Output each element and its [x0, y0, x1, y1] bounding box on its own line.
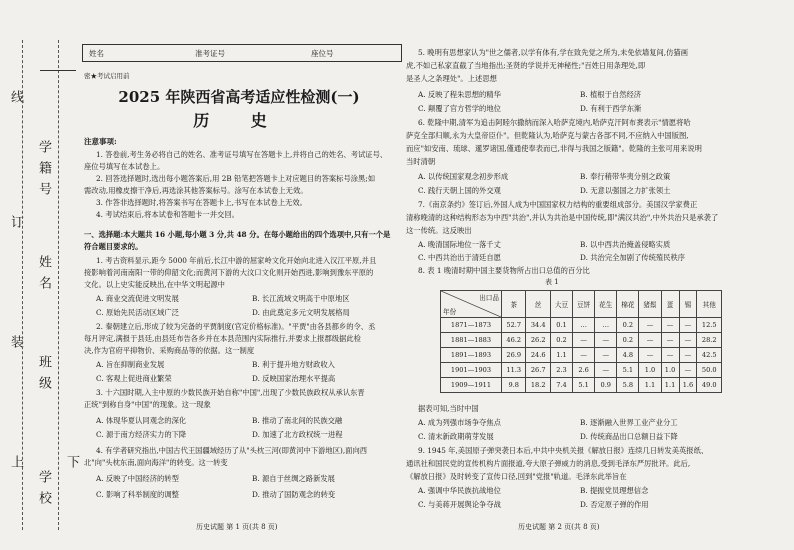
table-cell: —	[573, 333, 595, 348]
q6-stem: 而应"如安南、琉球、暹罗诸国,僅通使奉表而已,非得与我国之版籍"。乾隆的主张可用来说明	[406, 144, 702, 153]
page-footer-1: 历史试题 第 1 页(共 8 页)	[196, 523, 278, 531]
table-row	[441, 363, 722, 378]
table-row	[441, 333, 722, 348]
q8-option-b: B. 逐渐融入世界工业产业分工	[580, 418, 678, 427]
table-cell: 7.4	[550, 378, 572, 393]
table-cell: 11.3	[502, 363, 526, 378]
q6-stem: 当时清朝	[406, 157, 436, 166]
table-cell: 1.1	[661, 378, 679, 393]
q4-option-c: C. 影响了科举制度的调整	[96, 490, 179, 499]
q5-option-b: B. 植根于自然经济	[580, 90, 642, 99]
q9-option-b: B. 提振党员理想信念	[580, 486, 649, 495]
q8-option-a: A. 成为列强市场争夺焦点	[418, 418, 501, 427]
binding-lower-mark: 下	[64, 455, 79, 470]
table-cell: —	[661, 318, 679, 333]
subject-title: 历 史	[193, 111, 285, 130]
table-cell: …	[573, 318, 595, 333]
col-header: 丝	[526, 291, 550, 318]
id-underline	[40, 70, 76, 71]
secret-mark: 密★考试启用前	[84, 72, 130, 80]
table-cell: —	[679, 333, 697, 348]
table-cell: 1891—1893	[441, 348, 502, 363]
table-cell: 26.2	[526, 333, 550, 348]
q9-option-c: C. 与美蒋开展舆论争夺战	[418, 500, 501, 509]
export-table	[440, 290, 722, 393]
q1-stem: 1. 考古资料显示,距今 5000 年前后,长江中游的屈家岭文化开始向北进入汉江平原,并且	[96, 256, 377, 265]
q1-stem: 文化。以上史实能反映出,在中华文明起源中	[84, 280, 225, 289]
table-cell: 0.2	[617, 333, 639, 348]
note-line: 3. 作答非选择题时,将答案书写在答题卡上,书写在本试卷上无效。	[96, 198, 307, 207]
q2-stem: 2. 秦朝建立后,形成了较为完备的平贾制度(官定价格标准)。"平贾"由各县都乡的令、丞	[96, 322, 376, 331]
table-cell: 46.2	[502, 333, 526, 348]
table-header-row	[441, 291, 722, 318]
table-cell: —	[679, 363, 697, 378]
table-cell: 1.1	[550, 348, 572, 363]
q2-option-b: B. 利于提升地方财政收入	[252, 360, 335, 369]
q4-option-d: D. 推动了国防观念的转变	[252, 490, 336, 499]
q7-option-d: D. 共治完全加剧了传统殖民秩序	[580, 253, 686, 262]
q7-option-c: C. 中西共治出于清廷自愿	[418, 253, 501, 262]
q7-stem: 清称晚清的这种结构形态为中西"共治",并认为共治是中国传统,即"满汉共治",中外共治只是承袭了	[406, 213, 719, 222]
q7-option-b: B. 以中西共治掩盖侵略实质	[580, 240, 671, 249]
info-name-label: 姓名	[89, 49, 104, 58]
col-header: 茶	[502, 291, 526, 318]
student-id-label: 学 籍 号	[36, 140, 51, 198]
table-row	[441, 348, 722, 363]
info-seat-label: 座位号	[311, 49, 334, 58]
col-header: 其他	[697, 291, 722, 318]
cut-line-outer	[22, 40, 23, 530]
table-cell: 1909—1911	[441, 378, 502, 393]
section-heading: 一、选择题:本大题共 16 小题,每小题 3 分,共 48 分。在每小题给出的四个选项中,只有一个是	[84, 230, 391, 239]
q9-stem: 9. 1945 年,美国原子弹突袭日本后,中共中央机关报《解放日报》连续几日转发美英报纸、	[418, 446, 709, 455]
table-corner-cell	[441, 291, 502, 318]
page-footer-2: 历史试题 第 2 页(共 8 页)	[518, 523, 600, 531]
q5-option-d: D. 有利于西学东渐	[580, 104, 642, 113]
q6-stem: 6. 乾隆中期,清军为追击阿睦尔撒纳而深入哈萨克境内,哈萨克汗阿布赉表示"情愿将哈	[418, 118, 691, 127]
col-header: 花生	[595, 291, 617, 318]
table-cell: 5.8	[617, 378, 639, 393]
notes-heading: 注意事项:	[84, 137, 117, 146]
binding-margin	[0, 0, 80, 550]
col-header: 豆饼	[573, 291, 595, 318]
note-line: 需改动,用橡皮擦干净后,再选涂其他答案标号。涂写在本试卷上无效。	[84, 186, 308, 195]
q6-option-a: A. 以传统国家观念初步形成	[418, 172, 509, 181]
table-cell: 52.7	[502, 318, 526, 333]
q4-option-a: A. 反映了中国经济的转型	[96, 474, 179, 483]
q5-option-c: C. 颠覆了官方哲学的地位	[418, 104, 501, 113]
q8-option-d: D. 传统商品出口总额日益下降	[580, 432, 678, 441]
table-row	[441, 378, 722, 393]
table-cell: 50.0	[697, 363, 722, 378]
table-cell: —	[595, 333, 617, 348]
q8-stem: 8. 表 1 晚清时期中国主要货物所占出口总值的百分比	[418, 266, 590, 275]
q1-stem: 接影响着河南南阳一带的仰韶文化;而黄河下游的大汶口文化则开始西进,影响到豫东平原的	[84, 268, 374, 277]
q2-stem: 决,作为官府平抑物价、采购商品等的依据。这一制度	[84, 346, 255, 355]
info-ticket-label: 准考证号	[195, 49, 225, 58]
exam-title: 2025 年陕西省高考适应性检测(一)	[118, 88, 360, 106]
table-cell: 0.1	[550, 318, 572, 333]
q1-option-d: D. 由此奠定多元文明发展格局	[252, 308, 350, 317]
q2-option-a: A. 旨在抑制商业发展	[96, 360, 165, 369]
table-cell: 1.1	[639, 378, 661, 393]
corner-bottom-label: 年份	[443, 308, 457, 316]
q1-option-c: C. 原始先民活动区域广泛	[96, 308, 179, 317]
q3-option-d: D. 加速了北方政权统一进程	[252, 430, 343, 439]
q6-stem: 萨克全部归顺,永为大皇帝臣仆"。但乾隆认为,哈萨克与蒙古各部不同,不应纳入中国版图,	[406, 131, 689, 140]
q3-stem: 3. 十六国时期,入主中原的少数民族开始自称"中国",出现了少数民族政权从承认东晋	[96, 388, 365, 397]
binding-upper-mark: 上	[8, 455, 23, 470]
q1-option-b: B. 长江流域文明高于中原地区	[252, 294, 350, 303]
class-label: 班 级	[36, 355, 51, 392]
table-cell: 49.0	[697, 378, 722, 393]
table-cell: —	[661, 333, 679, 348]
q1-option-a: A. 商业交流促进文明发展	[96, 294, 179, 303]
q4-stem: 4. 有学者研究指出,中国古代王国疆域经历了从"头枕三河(即黄河中下游地区),面向西	[96, 446, 368, 455]
note-line: 4. 考试结束后,将本试卷和答题卡一并交回。	[96, 210, 239, 219]
q5-stem: 虎,不如己私家直截了当地指出;圣贤的学说并无神秘性;"百姓日用条理处,即	[406, 61, 646, 70]
binding-bind-mark: 装	[8, 335, 23, 350]
table-cell: —	[679, 348, 697, 363]
table-cell: 0.9	[595, 378, 617, 393]
col-header: 猪鬃	[639, 291, 661, 318]
binding-line-mark: 线	[8, 90, 23, 105]
q8-after-text: 据表可知,当时中国	[418, 404, 479, 413]
note-line: 1. 答卷前,考生务必将自己的姓名、准考证号填写在答题卡上,并将自己的姓名、考试证号、	[96, 150, 388, 159]
q5-stem: 5. 晚明有思想家认为"世之儒者,以学有体有,学在致先觉之所为,未免依墙复间,仿猫画	[418, 48, 689, 57]
q2-stem: 每月评定,满报于县廷,由县廷布告各乡并在本县范围内实际推行,并要求上报郡级据此检	[84, 334, 361, 343]
q2-option-c: C. 客观上促进商业繁荣	[96, 374, 172, 383]
q7-stem: 7.《南京条约》签订后,外国人成为中国国家权力结构的重要组成部分。美国汉学家费正	[418, 200, 698, 209]
q9-option-a: A. 强调中华民族抗战地位	[418, 486, 501, 495]
q9-stem: 通讯社和国民党的宣传机构片面报道,夸大原子弹威力的消息,受到毛泽东严厉批评。此后,	[406, 459, 691, 468]
table-cell: —	[639, 348, 661, 363]
note-line: 2. 回答选择题时,选出每小题答案后,用 2B 铅笔把答题卡上对应题目的答案标号涂黑;如	[96, 174, 376, 183]
table-cell: 18.2	[526, 378, 550, 393]
table-cell: 1871—1873	[441, 318, 502, 333]
table-cell: 28.2	[697, 333, 722, 348]
corner-top-label: 出口品	[479, 294, 499, 302]
table-cell: —	[639, 333, 661, 348]
name-label: 姓 名	[36, 255, 51, 292]
cut-line-inner	[58, 40, 59, 530]
table-cell: 2.6	[573, 363, 595, 378]
q8-option-c: C. 清末新政期萌芽发展	[418, 432, 494, 441]
table-cell: —	[595, 363, 617, 378]
q9-option-d: D. 否定原子弹的作用	[580, 500, 649, 509]
col-header: 大豆	[550, 291, 572, 318]
binding-staple-mark: 订	[8, 215, 23, 230]
section-heading-cont: 符合题目要求的。	[84, 242, 143, 251]
q4-stem: 北"向"头枕东南,面向海洋"的转变。这一转变	[84, 458, 228, 467]
table-cell: 12.5	[697, 318, 722, 333]
q3-stem: 正统"到称自身"中国"的现象。这一现象	[84, 400, 211, 409]
q6-option-c: C. 践行天朝上国的外交观	[418, 186, 501, 195]
q9-stem: 《解放日报》及时转变了宣传口径,回到"党报"轨道。毛泽东此举旨在	[406, 472, 627, 481]
q4-option-b: B. 源自于丝绸之路新发展	[252, 474, 335, 483]
q5-stem: 是圣人之条理处"。上述思想	[406, 74, 497, 83]
col-header: 锡	[679, 291, 697, 318]
table-cell: 1.6	[679, 378, 697, 393]
table-cell: 1881—1883	[441, 333, 502, 348]
table-cell: 26.7	[526, 363, 550, 378]
candidate-info-box	[82, 44, 402, 62]
table-cell: 0.2	[617, 318, 639, 333]
table-cell: …	[595, 318, 617, 333]
q6-option-b: B. 奉行稍带华夷分别之政策	[580, 172, 671, 181]
table-cell: 2.3	[550, 363, 572, 378]
table-cell: 34.4	[526, 318, 550, 333]
table-cell: 4.8	[617, 348, 639, 363]
table-cell: —	[595, 348, 617, 363]
q3-option-c: C. 源于南方经济实力的下降	[96, 430, 187, 439]
q2-option-d: D. 反映国家治理水平提高	[252, 374, 336, 383]
table-cell: 5.1	[573, 378, 595, 393]
q3-option-b: B. 推动了南北间的民族交融	[252, 416, 343, 425]
table-cell: —	[573, 348, 595, 363]
table-cell: 24.6	[526, 348, 550, 363]
table-row	[441, 318, 722, 333]
table-cell: 5.1	[617, 363, 639, 378]
table-cell: 1.0	[661, 363, 679, 378]
table-cell: 26.9	[502, 348, 526, 363]
table-cell: 1901—1903	[441, 363, 502, 378]
q7-option-a: A. 晚清国际地位一落千丈	[418, 240, 501, 249]
q5-option-a: A. 反映了程朱思想的精华	[418, 90, 501, 99]
table-caption: 表 1	[545, 278, 559, 286]
note-line: 座位号填写在本试卷上。	[84, 162, 165, 171]
school-label: 学 校	[36, 470, 51, 507]
table-cell: 1.0	[639, 363, 661, 378]
q7-stem: 这一传统。这反映出	[406, 226, 472, 235]
q3-option-a: A. 体现华夏认同观念的深化	[96, 416, 187, 425]
table-cell: —	[679, 318, 697, 333]
table-cell: 9.8	[502, 378, 526, 393]
q6-option-d: D. 无意以强国之力扩张领土	[580, 186, 671, 195]
table-cell: 0.2	[550, 333, 572, 348]
col-header: 蛋	[661, 291, 679, 318]
table-cell: —	[639, 318, 661, 333]
col-header: 棉花	[617, 291, 639, 318]
table-cell: 42.5	[697, 348, 722, 363]
table-cell: —	[661, 348, 679, 363]
